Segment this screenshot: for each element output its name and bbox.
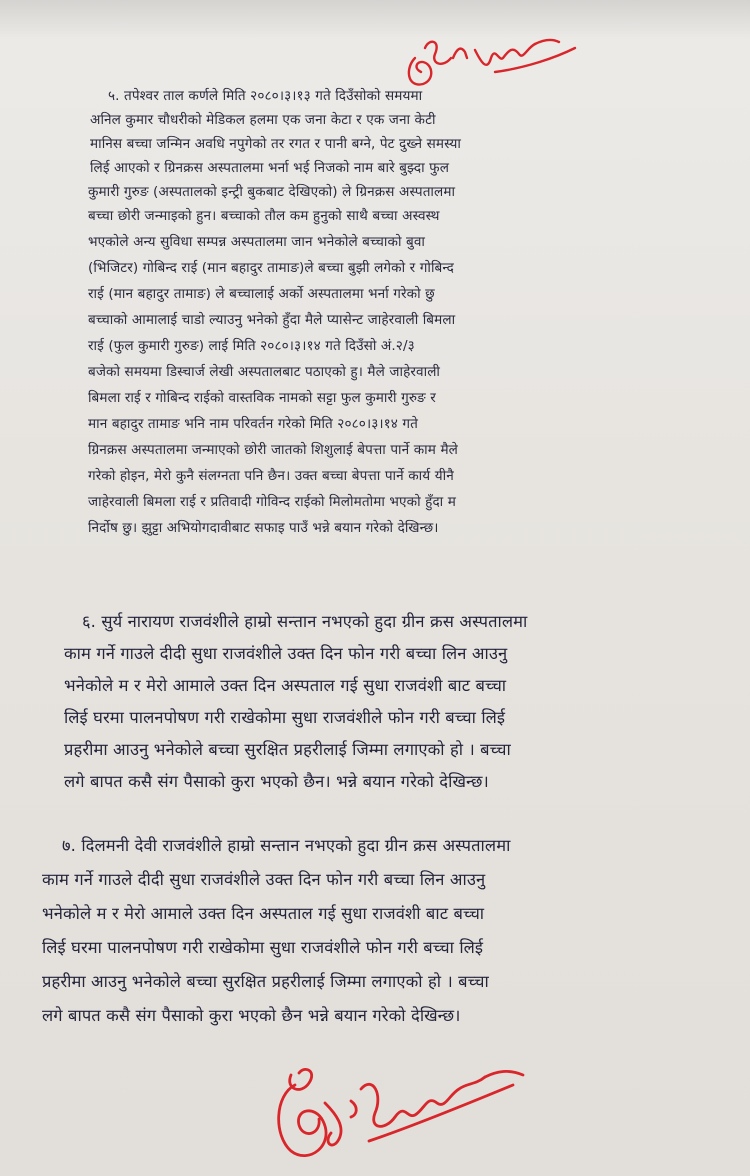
signature-bottom bbox=[265, 1055, 535, 1170]
text-line: निर्दोष छु। झुट्टा अभियोगदावीबाट सफाइ पाउँ भन्ने बयान गरेको देखिन्छ। bbox=[88, 520, 439, 536]
signature-top bbox=[395, 28, 595, 98]
text-line: ६. सुर्य नारायण राजवंशीले हाम्रो सन्तान नभएको हुदा ग्रीन क्रस अस्पतालमा bbox=[82, 612, 528, 631]
text-line: गरेको होइन, मेरो कुनै संलग्नता पनि छैन। उक्त बच्चा बेपत्ता पार्ने कार्य यीनै bbox=[88, 468, 454, 484]
text-line: काम गर्ने गाउले दीदी सुधा राजवंशीले उक्त दिन फोन गरी बच्चा लिन आउनु bbox=[64, 644, 508, 663]
text-line: (भिजिटर) गोबिन्द राई (मान बहादुर तामाङ)ले बच्चा बुझी लगेको र गोबिन्द bbox=[88, 260, 454, 276]
text-line: कुमारी गुरुङ (अस्पतालको इन्ट्री बुकबाट देखिएको) ले ग्रिनक्रस अस्पतालमा bbox=[88, 184, 456, 200]
text-line: जाहेरवाली बिमला राई र प्रतिवादी गोविन्द राईको मिलोमतोमा भएको हुँदा म bbox=[88, 494, 456, 510]
text-line: काम गर्ने गाउले दीदी सुधा राजवंशीले उक्त दिन फोन गरी बच्चा लिन आउनु bbox=[42, 870, 486, 889]
text-line: बच्चा छोरी जन्माइको हुन। बच्चाको तौल कम हुनुको साथै बच्चा अस्वस्थ bbox=[88, 208, 440, 224]
text-line: लिई घरमा पालनपोषण गरी राखेकोमा सुधा राजवंशीले फोन गरी बच्चा लिई bbox=[42, 938, 484, 957]
text-line: बिमला राई र गोबिन्द राईको वास्तविक नामको सट्टा फुल कुमारी गुरुङ र bbox=[88, 390, 436, 406]
text-line: मान बहादुर तामाङ भनि नाम परिवर्तन गरेको मिति २०८०।३।१४ गते bbox=[88, 416, 418, 432]
text-line: ७. दिलमनी देवी राजवंशीले हाम्रो सन्तान नभएको हुदा ग्रीन क्रस अस्पतालमा bbox=[62, 836, 511, 855]
text-line: लगे बापत कसै संग पैसाको कुरा भएको छैन। भन्ने बयान गरेको देखिन्छ। bbox=[64, 772, 489, 791]
text-line: भनेकोले म र मेरो आमाले उक्त दिन अस्पताल गई सुधा राजवंशी बाट बच्चा bbox=[42, 904, 485, 923]
text-line: लिई घरमा पालनपोषण गरी राखेकोमा सुधा राजवंशीले फोन गरी बच्चा लिई bbox=[64, 708, 506, 727]
text-line: प्रहरीमा आउनु भनेकोले बच्चा सुरक्षित प्रहरीलाई जिम्मा लगाएको हो । बच्चा bbox=[64, 740, 511, 759]
text-line: भनेकोले म र मेरो आमाले उक्त दिन अस्पताल गई सुधा राजवंशी बाट बच्चा bbox=[64, 676, 507, 695]
text-line: ५. तपेश्वर ताल कर्णले मिति २०८०।३।१३ गते दिउँसोको समयमा bbox=[108, 88, 423, 104]
page-shadow bbox=[0, 0, 750, 40]
text-line: अनिल कुमार चौधरीको मेडिकल हलमा एक जना केटा र एक जना केटी bbox=[90, 112, 436, 128]
text-line: भएकोले अन्य सुविधा सम्पन्न अस्पतालमा जान भनेकोले बच्चाको बुवा bbox=[88, 234, 426, 250]
text-line: लिई आएको र ग्रिनक्रस अस्पतालमा भर्ना भई निजको नाम बारे बुझ्दा फुल bbox=[90, 160, 450, 176]
text-line: बजेको समयमा डिस्चार्ज लेखी अस्पतालबाट पठाएको हु। मैले जाहेरवाली bbox=[88, 364, 441, 380]
text-line: राई (फुल कुमारी गुरुङ) लाई मिति २०८०।३।१४ गते दिउँसो अं.२/३ bbox=[88, 338, 415, 354]
text-line: ग्रिनक्रस अस्पतालमा जन्माएको छोरी जातको शिशुलाई बेपत्ता पार्ने काम मैले bbox=[88, 442, 459, 458]
text-line: प्रहरीमा आउनु भनेकोले बच्चा सुरक्षित प्रहरीलाई जिम्मा लगाएको हो । बच्चा bbox=[42, 972, 489, 991]
text-line: मानिस बच्चा जन्मिन अवधि नपुगेको तर रगत र पानी बग्ने, पेट दुख्ने समस्या bbox=[90, 136, 461, 152]
text-line: बच्चाको आमालाई चाडो ल्याउनु भनेको हुँदा मैले प्यासेन्ट जाहेरवाली बिमला bbox=[88, 312, 456, 328]
text-line: लगे बापत कसै संग पैसाको कुरा भएको छैन भन्ने बयान गरेको देखिन्छ। bbox=[42, 1006, 461, 1025]
text-line: राई (मान बहादुर तामाङ) ले बच्चालाई अर्को अस्पतालमा भर्ना गरेको छु bbox=[88, 286, 435, 302]
